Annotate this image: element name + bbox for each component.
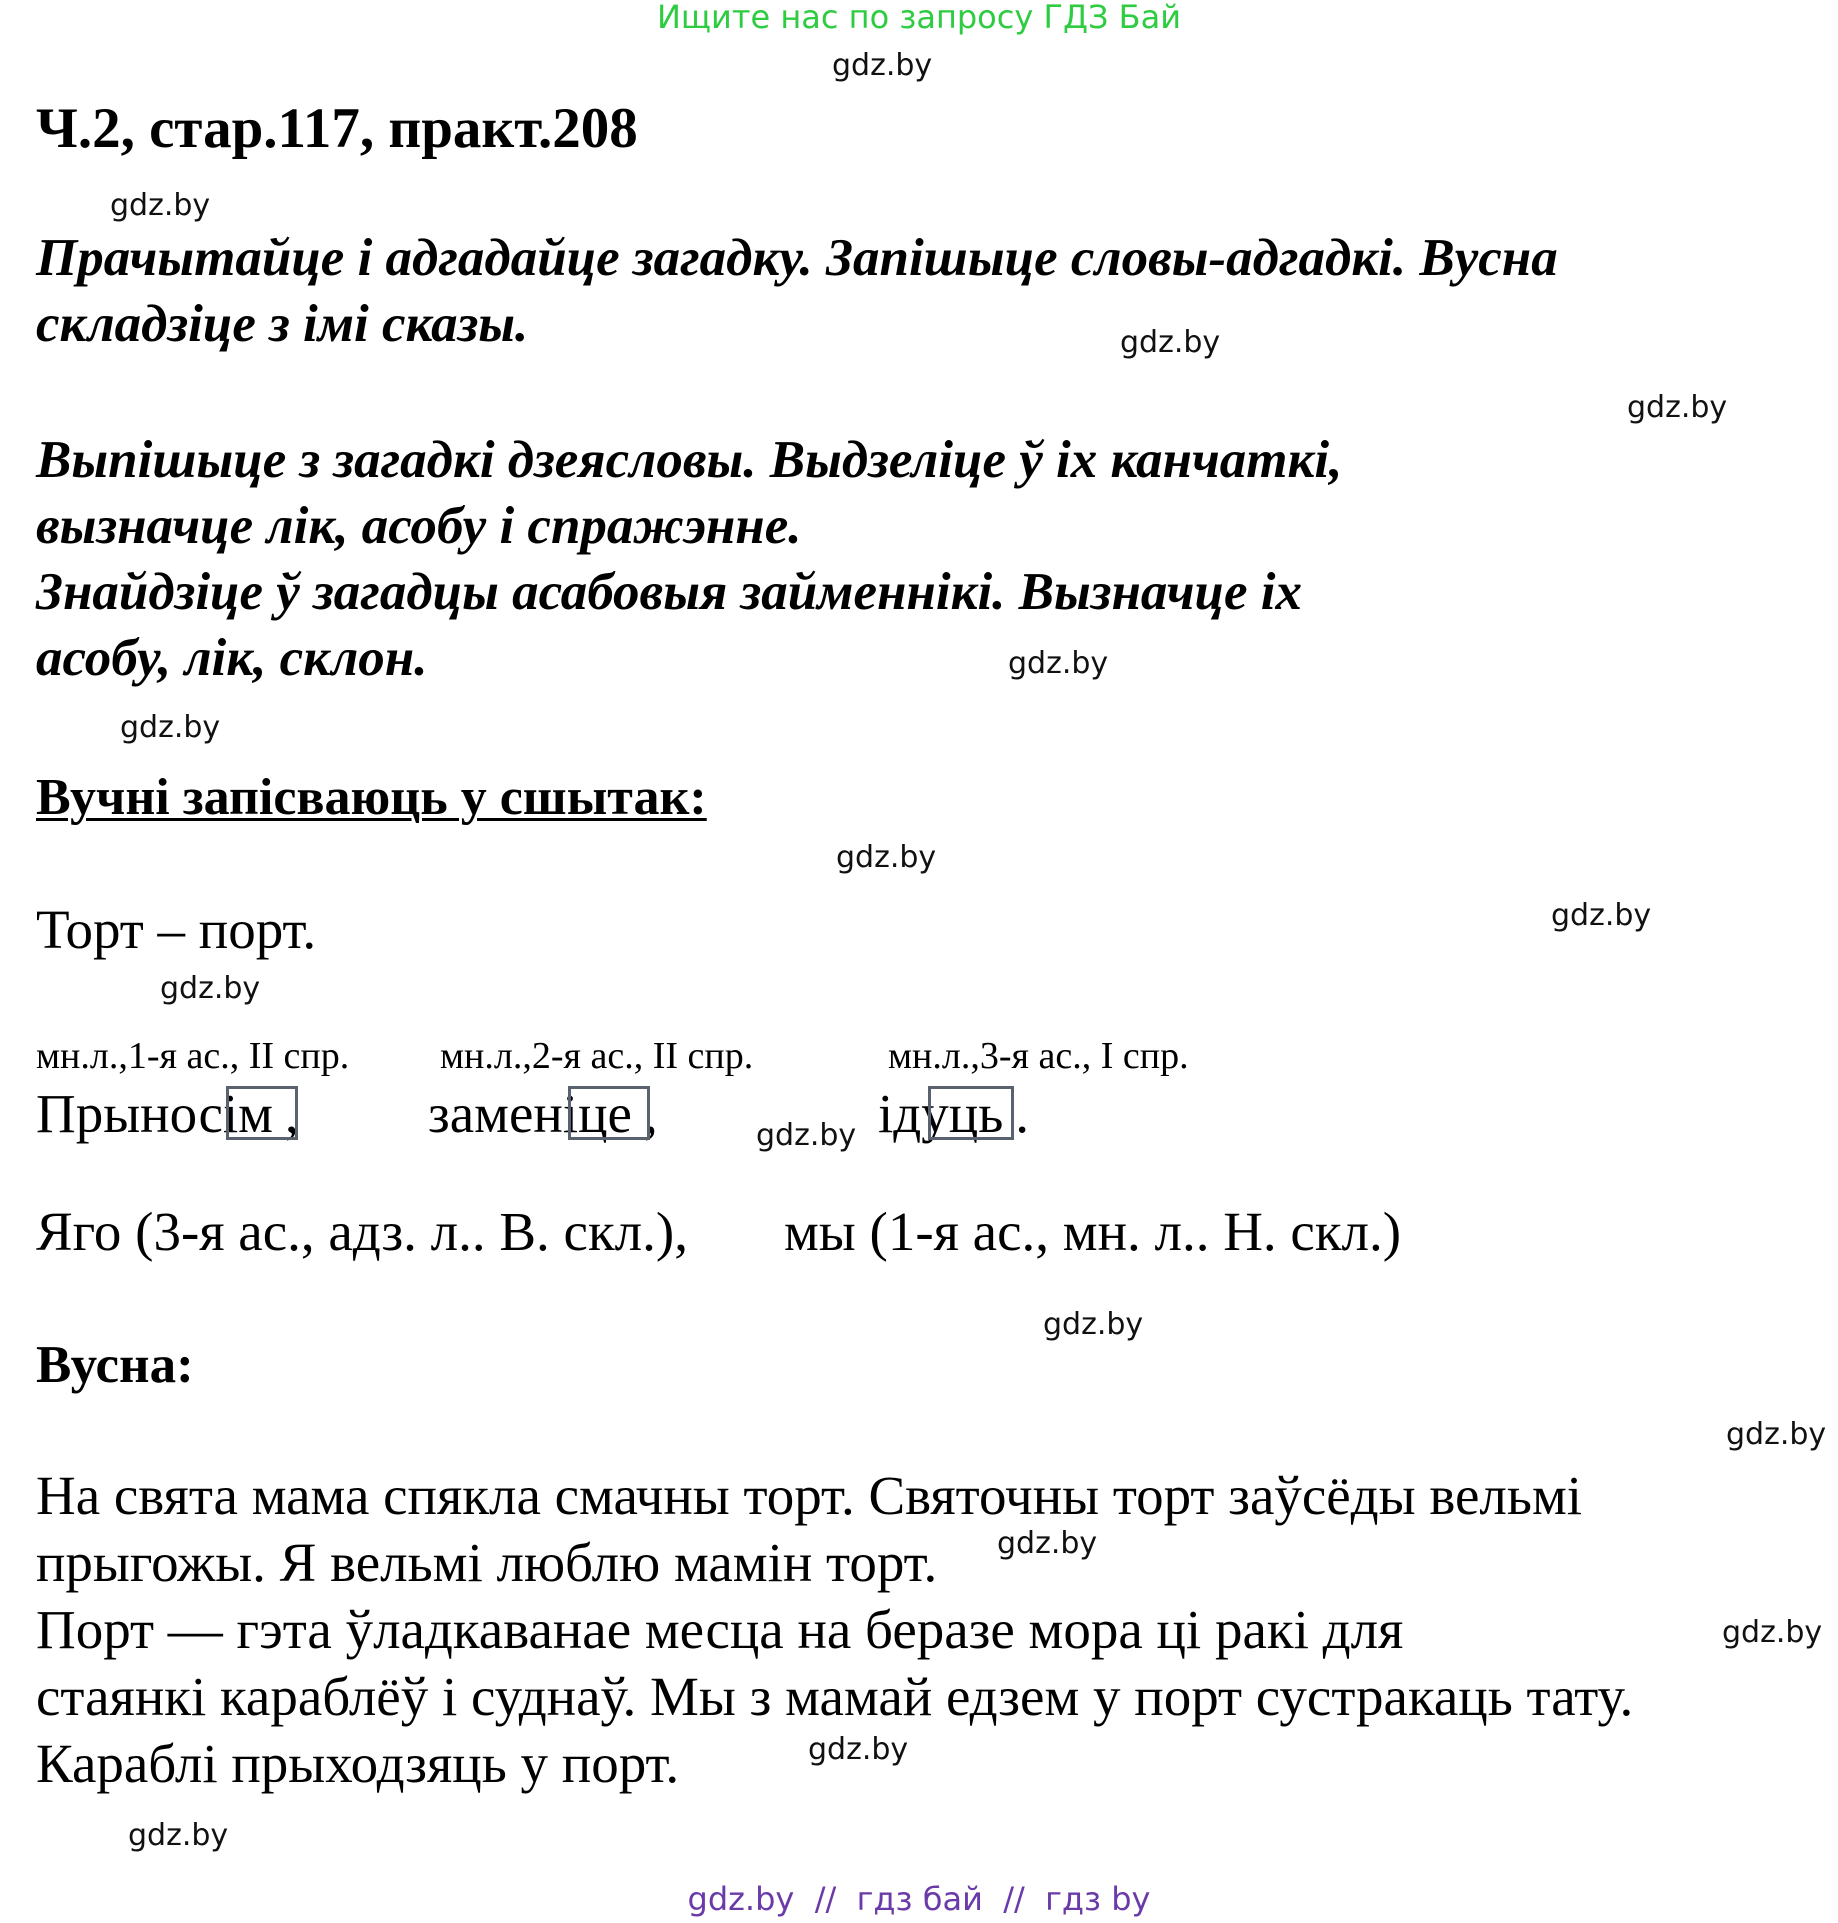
ending-box-1: [226, 1086, 298, 1140]
verb-stem: Прынос: [36, 1083, 223, 1144]
page-title: Ч.2, стар.117, практ.208: [36, 97, 638, 160]
verb-annotation-1: мн.л.,1-я ас., II спр.: [36, 1035, 350, 1077]
watermark: gdz.by: [1120, 325, 1221, 360]
task-2-line-3: Знайдзіце ў загадцы асабовыя займеннікі. Вызначце іх: [36, 563, 1302, 621]
watermark: gdz.by: [120, 710, 221, 745]
verb-ending: іце: [562, 1083, 632, 1144]
verb-ending: ім: [222, 1083, 273, 1144]
verb-punct: .: [1015, 1083, 1030, 1144]
watermark: gdz.by: [160, 971, 261, 1006]
footer-links: gdz.by // гдз бай // гдз by: [687, 1880, 1151, 1918]
watermark: gdz.by: [128, 1818, 229, 1853]
verb-punct: ,: [284, 1083, 299, 1144]
watermark: gdz.by: [836, 840, 937, 875]
watermark: gdz.by: [1722, 1615, 1823, 1650]
verb-annotation-3: мн.л.,3-я ас., I спр.: [888, 1035, 1189, 1077]
watermark: gdz.by: [1726, 1417, 1827, 1452]
task-2-line-1: Выпішыце з загадкі дзеясловы. Выдзеліце ў іх канчаткі,: [36, 431, 1343, 489]
verb-punct: ,: [643, 1083, 658, 1144]
watermark: gdz.by: [110, 188, 211, 223]
pronoun-1: Яго (3-я ас., адз. л.. В. скл.),: [36, 1201, 688, 1262]
watermark: gdz.by: [1008, 646, 1109, 681]
task-1-line-2: складзіце з імі сказы.: [36, 295, 529, 353]
oral-line-3: Порт — гэта ўладкаванае месца на беразе мора ці ракі для: [36, 1599, 1404, 1660]
watermark: gdz.by: [756, 1118, 857, 1153]
oral-line-2: прыгожы. Я вельмі люблю мамін торт.: [36, 1532, 938, 1593]
ending-box-2: [568, 1086, 650, 1140]
notebook-heading: Вучні запісваюць у сшытак:: [36, 769, 707, 826]
watermark: gdz.by: [1043, 1307, 1144, 1342]
oral-line-5: Караблі прыходзяць у порт.: [36, 1733, 680, 1794]
verb-annotation-2: мн.л.,2-я ас., II спр.: [440, 1035, 754, 1077]
oral-line-4: стаянкі караблёў і суднаў. Мы з мамай едзем у порт сустракаць тату.: [36, 1666, 1634, 1727]
watermark: gdz.by: [1627, 390, 1728, 425]
task-2-line-4: асобу, лік, склон.: [36, 629, 428, 687]
watermark: gdz.by: [997, 1526, 1098, 1561]
verb-stem: замен: [428, 1083, 563, 1144]
task-2-line-2: вызначце лік, асобу і спражэнне.: [36, 497, 802, 555]
top-banner: Ищите нас по запросу ГДЗ Бай: [656, 0, 1182, 36]
watermark: gdz.by: [832, 48, 933, 83]
verb-stem: ід: [878, 1083, 922, 1144]
verb-ending: уць: [921, 1083, 1004, 1144]
ending-box-3: [928, 1086, 1014, 1140]
watermark: gdz.by: [808, 1732, 909, 1767]
pronoun-2: мы (1-я ас., мн. л.. Н. скл.): [784, 1201, 1402, 1262]
task-1-line-1: Прачытайце і адгадайце загадку. Запішыце словы-адгадкі. Вусна: [36, 229, 1558, 287]
oral-heading: Вусна:: [36, 1336, 194, 1394]
watermark: gdz.by: [1551, 898, 1652, 933]
answer-words: Торт – порт.: [36, 899, 317, 960]
oral-line-1: На свята мама спякла смачны торт. Святочны торт заўсёды вельмі: [36, 1465, 1583, 1526]
